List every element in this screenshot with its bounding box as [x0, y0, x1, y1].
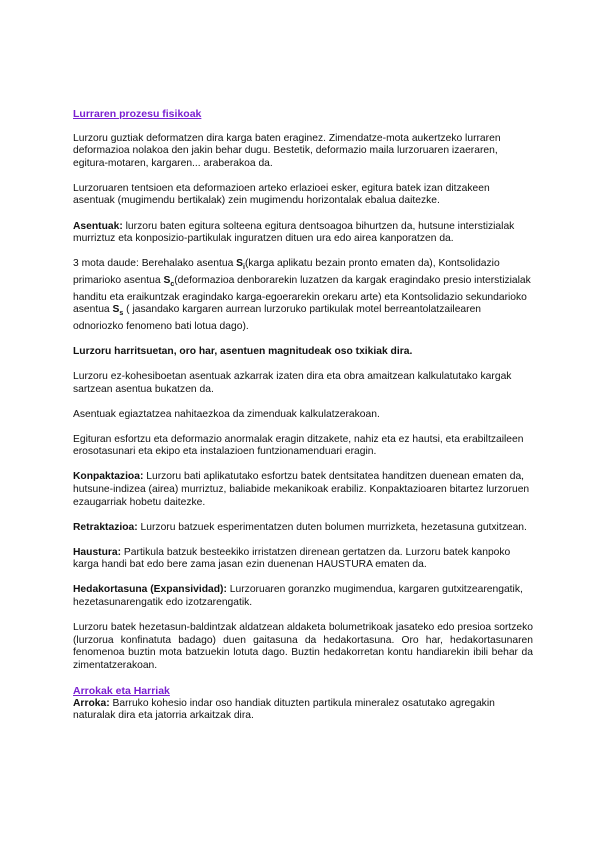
paragraph-compaction [73, 471, 533, 509]
definition-expansivity: Lurzoruaren goranzko mugimendua, kargaren gutxitzearengatik, hezetasunarengatik edo izotzarengatik. [73, 584, 523, 609]
paragraph-expansivity-detail: Lurzoru batek hezetasun-baldintzak aldatzean aldaketa bolumetrikoak jasateko edo presioa sortzeko (lurzorua konfinatuta badago) duen gaitasuna da hedakortasuna. Oro har, hedakortasunaren fenomenoa buztin mota batzuekin lotuta dago. Buztin hedakorretan kontu handiarekin ibili behar da zimentatzerakoan. [73, 622, 533, 671]
term-expansivity: Hedakortasuna (Expansividad): [73, 584, 227, 596]
term-rupture: Haustura: [73, 546, 122, 558]
symbol-ss: $S_s$ [112, 304, 124, 318]
definition-rupture: Partikula batzuk besteekiko irristatzen direnean gertatzen da. Lurzoru batek kanpoko karga handi bat edo bere zama jasan ezin duenenan HAUSTURA ematen da. [73, 546, 511, 571]
term-settlements: Asentuak: [73, 220, 123, 232]
paragraph-deformation: Lurzoru guztiak deformatzen dira karga baten eraginez. Zimendatze-mota aukertzeko lurraren deformazioa nolakoa den jakin behar dugu. Bestetik, deformazio maila lurzoruaren izaeraren, egitura-motaren, kargaren... araberakoa da. [73, 132, 501, 169]
paragraph-abnormal-stress: Egituran esfortzu eta deformazio anormalak eragin ditzakete, nahiz eta ez hautsi, eta erabiltzaileen erosotasunari eta ekipo eta instalazioen funtzionamenduari eragin. [73, 433, 524, 458]
document-page [73, 108, 533, 723]
term-rock: Arroka: [73, 697, 110, 709]
definition-compaction: Lurzoru bati aplikatutako esfortzu batek dentsitatea handitzen duenean ematen da, hutsune-indizea (airea) murriztuz, baliabide mekanikoak erabiliz. Konpaktazioaren bitartez lurzoruen ezaugarriak hobetu daitezke. [73, 471, 530, 508]
term-retraction: Retraktazioa: [73, 521, 138, 533]
paragraph-rock [73, 698, 533, 723]
symbol-si: $S_i$ [236, 258, 245, 272]
definition-retraction: Lurzoru batzuek esperimentatzen duten bolumen murrizketa, hezetasuna gutxitzean. [137, 521, 527, 533]
section-title-physical-processes[interactable]: Lurraren prozesu fisikoak [73, 108, 202, 120]
paragraph-rocky-soils: Lurzoru harritsuetan, oro har, asentuen magnitudeak oso txikiak dira. [73, 345, 413, 357]
section-title-rocks[interactable]: Arrokak eta Harriak [73, 685, 170, 698]
settlement-types-intro: 3 mota daude: Berehalako asentua [73, 258, 237, 270]
symbol-sc: $S_c$ [163, 274, 175, 288]
settlement-secondary-text: ( jasandako kargaren aurrean lurzoruko partikulak motel berreantolatzailearen odnoriozko fenomeno bati lotua dago). [73, 304, 482, 332]
settlement-immediate-text: (karga aplikatu bezain pronto ematen da), Kontsolidazio primarioko asentua [73, 258, 500, 286]
definition-settlements: lurzoru baten egitura solteena egitura dentsoagoa bihurtzen da, hutsune interstizialak murriztuz eta konposizio-partikulak inguratzen dituen ura edo airea kanporatzen da. [73, 220, 515, 245]
paragraph-non-cohesive: Lurzoru ez-kohesiboetan asentuak azkarrak izaten dira eta obra amaitzean kalkulatutako kargak sartzean asentua bukatzen da. [73, 370, 512, 395]
definition-rock: Barruko kohesio indar oso handiak dituzten partikula mineralez osatutako agregakin naturalak dira eta jatorria arkaitzak dira. [73, 697, 495, 722]
paragraph-settlement-types [73, 258, 533, 333]
paragraph-rupture [73, 547, 533, 572]
paragraph-retraction [73, 522, 533, 535]
paragraph-expansivity [73, 584, 533, 609]
paragraph-tensions: Lurzoruaren tentsioen eta deformazioen arteko erlazioei esker, egitura batek izan ditzakeen asentuak (mugimendu bertikalak) zein mugimendu horizontalak ebalua daitezke. [73, 182, 490, 207]
paragraph-settlements [73, 221, 533, 246]
settlement-primary-text: (deformazioa denborarekin luzatzen da kargak eragindako presio interstizialak handitu eta eraikuntzak eragindako karga-egoerarekin orekaru arte) eta Kontsolidazio sekundarioko asentua [73, 274, 531, 316]
paragraph-verify: Asentuak egiaztatzea nahitaezkoa da zimenduak kalkulatzerakoan. [73, 408, 380, 420]
term-compaction: Konpaktazioa: [73, 471, 144, 483]
